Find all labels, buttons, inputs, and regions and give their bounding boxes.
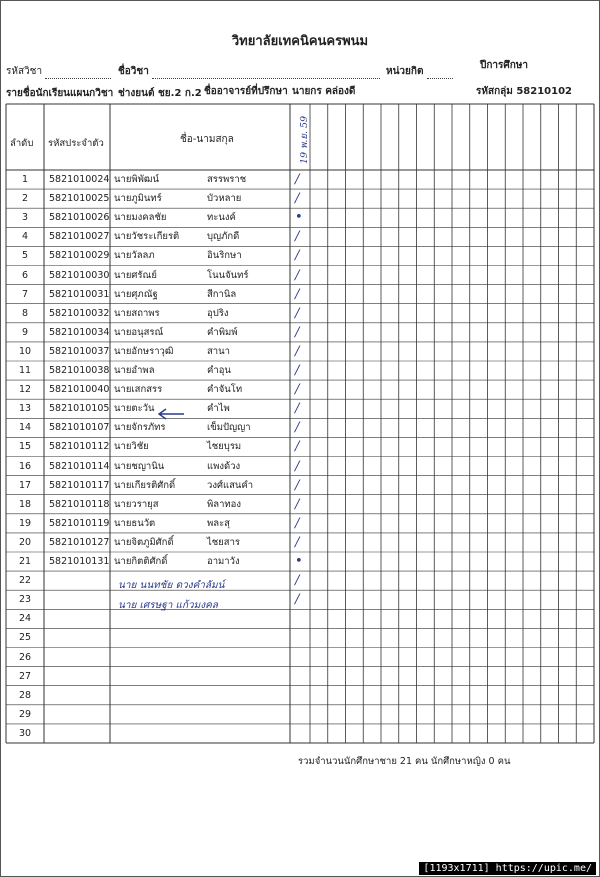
row-number: 7 [21, 288, 29, 300]
row-number: 22 [18, 575, 32, 587]
student-first-name: นายอนุสรณ์ [114, 326, 164, 338]
handwritten-date-text: 19 พ.ย. 59 [299, 115, 310, 164]
student-id: 5821010127 [49, 536, 110, 548]
row-number: 13 [18, 403, 32, 415]
student-surname: อามาวัง [207, 556, 240, 567]
advisor-name: นายกร คล่องดี [292, 86, 356, 97]
student-first-name: นายเสกสรร [114, 384, 163, 396]
student-surname: อินริกษา [207, 250, 242, 262]
department: ช่างยนต์ [118, 88, 155, 99]
student-id: 5821010038 [49, 365, 110, 376]
attendance-mark: / [295, 592, 300, 608]
subject-name-label: ชื่อวิชา [118, 66, 149, 77]
row-number: 29 [18, 708, 32, 720]
student-id: 5821010025 [49, 193, 110, 205]
student-first-name: นายวัชระเกียรติ [114, 231, 180, 243]
student-first-name: นายวรายุส [114, 498, 159, 510]
student-id: 5821010031 [49, 288, 110, 300]
student-first-name: นายอักษราวุฒิ [114, 345, 174, 357]
attendance-mark: / [295, 229, 300, 245]
col-header-student-id: รหัสประจำตัว [48, 138, 104, 149]
row-number: 28 [18, 689, 32, 701]
student-first-name: นายจักรภัทร [114, 422, 166, 434]
student-first-name: นายพิพัฒน์ [114, 174, 159, 185]
left-arrow-icon [156, 408, 186, 420]
row-number: 5 [21, 250, 29, 262]
student-surname: บุญภักดี [207, 231, 240, 243]
attendance-mark: / [295, 343, 300, 359]
student-surname: บัวหลาย [207, 193, 242, 205]
attendance-mark: / [295, 191, 300, 207]
document-title: วิทยาลัยเทคนิคนครพนม [231, 34, 369, 49]
attendance-mark: • [295, 554, 303, 569]
student-id: 5821010026 [49, 212, 110, 224]
group-code-value: 58210102 [516, 86, 572, 97]
student-id: 5821010118 [49, 498, 110, 510]
student-id: 5821010114 [49, 460, 110, 472]
row-number: 6 [21, 269, 29, 281]
attendance-mark: / [295, 420, 300, 436]
col-header-no: ลำดับ [10, 138, 34, 149]
attendance-mark: / [295, 286, 300, 302]
student-id: 5821010034 [49, 326, 110, 338]
attendance-mark: / [295, 477, 300, 493]
student-id: 5821010024 [49, 174, 110, 185]
student-surname: คำพิมพ์ [207, 326, 238, 338]
attendance-mark: / [295, 267, 300, 283]
student-surname: คำจันโท [207, 384, 243, 396]
attendance-mark: / [295, 382, 300, 398]
student-surname: สรรพราช [207, 174, 247, 185]
student-first-name: นายศุภณัฐ [114, 288, 158, 300]
row-number: 23 [18, 594, 32, 606]
student-first-name: นายธนวัต [114, 517, 156, 529]
student-surname: ไชยสาร [207, 536, 241, 548]
attendance-mark: / [295, 496, 300, 512]
row-number: 30 [18, 727, 32, 739]
student-surname: ทะนงค์ [207, 212, 236, 224]
student-id: 5821010107 [49, 422, 110, 434]
handwritten-date [292, 116, 312, 164]
attendance-mark: / [295, 573, 300, 589]
attendance-mark: / [295, 458, 300, 474]
row-number: 1 [21, 174, 29, 185]
row-number: 17 [18, 479, 32, 491]
student-surname: พละสุ [207, 517, 230, 529]
row-number: 18 [18, 498, 32, 510]
attendance-mark: / [295, 363, 300, 378]
attendance-mark: / [295, 324, 300, 340]
credit-label: หน่วยกิต [386, 66, 424, 77]
summary-footer: รวมจำนวนนักศึกษาชาย 21 คน นักศึกษาหญิง 0 คน [298, 756, 511, 767]
list-label: รายชื่อนักเรียนแผนกวิชา [6, 88, 114, 99]
attendance-mark: / [295, 515, 300, 531]
arrow-mark-row-13 [156, 405, 186, 424]
attendance-mark: / [295, 401, 300, 417]
student-surname: แพงด้วง [207, 460, 241, 472]
row-number: 16 [18, 460, 32, 472]
class-name: ชย.2 ก.2 [158, 88, 202, 99]
student-id: 5821010131 [49, 556, 110, 567]
row-number: 8 [21, 307, 29, 319]
student-id: 5821010027 [49, 231, 110, 243]
student-first-name: นายศรัณย์ [114, 269, 157, 281]
attendance-mark: / [295, 172, 300, 187]
handwritten-entry-23: นาย เศรษฐา แก้วมงคล [118, 600, 218, 611]
student-id: 5821010105 [49, 403, 110, 415]
student-first-name: นายสถาพร [114, 307, 160, 319]
row-number: 14 [18, 422, 32, 434]
attendance-mark: / [295, 248, 300, 264]
student-surname: โนนจันทร์ [207, 269, 249, 281]
subject-code-label: รหัสวิชา [6, 66, 43, 77]
row-number: 27 [18, 670, 32, 682]
student-surname: พิลาทอง [207, 498, 242, 510]
student-first-name: นายกิตติศักดิ์ [114, 556, 168, 567]
student-id: 5821010029 [49, 250, 110, 262]
student-id: 5821010040 [49, 384, 110, 396]
row-number: 21 [18, 556, 32, 567]
student-id: 5821010119 [49, 517, 110, 529]
student-first-name: นายวิชัย [114, 441, 149, 453]
student-surname: เข็มปัญญา [207, 422, 251, 434]
student-first-name: นายจิตภูมิศักดิ์ [114, 536, 174, 548]
attendance-mark: • [295, 210, 303, 226]
student-surname: สีกานิล [207, 288, 237, 300]
student-surname: วงศ์แสนคำ [207, 479, 254, 491]
advisor-label: ชื่ออาจารย์ที่ปรึกษา [204, 86, 288, 97]
student-id: 5821010112 [49, 441, 110, 453]
student-surname: คำอุน [207, 365, 231, 376]
watermark: [1193x1711] https://upic.me/ [419, 862, 596, 875]
row-number: 3 [21, 212, 29, 224]
student-first-name: นายตะวัน [114, 403, 155, 415]
row-number: 20 [18, 536, 32, 548]
student-first-name: นายภูมินทร์ [114, 193, 162, 205]
student-id: 5821010030 [49, 269, 110, 281]
student-id: 5821010037 [49, 345, 110, 357]
student-first-name: นายมงคลชัย [114, 212, 167, 224]
row-number: 19 [18, 517, 32, 529]
handwritten-entry-22: นาย นนทชัย ดวงคำลัมน์ [118, 580, 225, 591]
year-label: ปีการศึกษา [480, 60, 528, 71]
row-number: 9 [21, 326, 29, 338]
col-header-name: ชื่อ-นามสกุล [180, 134, 234, 145]
row-number: 10 [18, 345, 32, 357]
student-id: 5821010117 [49, 479, 110, 491]
row-number: 26 [18, 651, 32, 663]
group-label: รหัสกลุ่ม [476, 86, 513, 97]
row-number: 12 [18, 384, 32, 396]
student-surname: คำไพ [207, 403, 230, 415]
student-id: 5821010032 [49, 307, 110, 319]
student-surname: อุปริง [207, 307, 229, 319]
row-number: 11 [18, 365, 32, 376]
attendance-mark: / [295, 305, 300, 321]
student-first-name: นายเกียรติศักดิ์ [114, 479, 176, 491]
row-number: 4 [21, 231, 29, 243]
row-number: 2 [21, 193, 29, 205]
row-number: 15 [18, 441, 32, 453]
attendance-mark: / [295, 534, 300, 550]
student-surname: สานา [207, 345, 230, 357]
student-first-name: นายอำพล [114, 365, 155, 376]
row-number: 25 [18, 632, 32, 644]
student-surname: ไชยบุรม [207, 441, 242, 453]
student-first-name: นายชญานิน [114, 460, 165, 472]
attendance-mark: / [295, 439, 300, 455]
row-number: 24 [18, 613, 32, 625]
student-first-name: นายวัลลภ [114, 250, 155, 262]
